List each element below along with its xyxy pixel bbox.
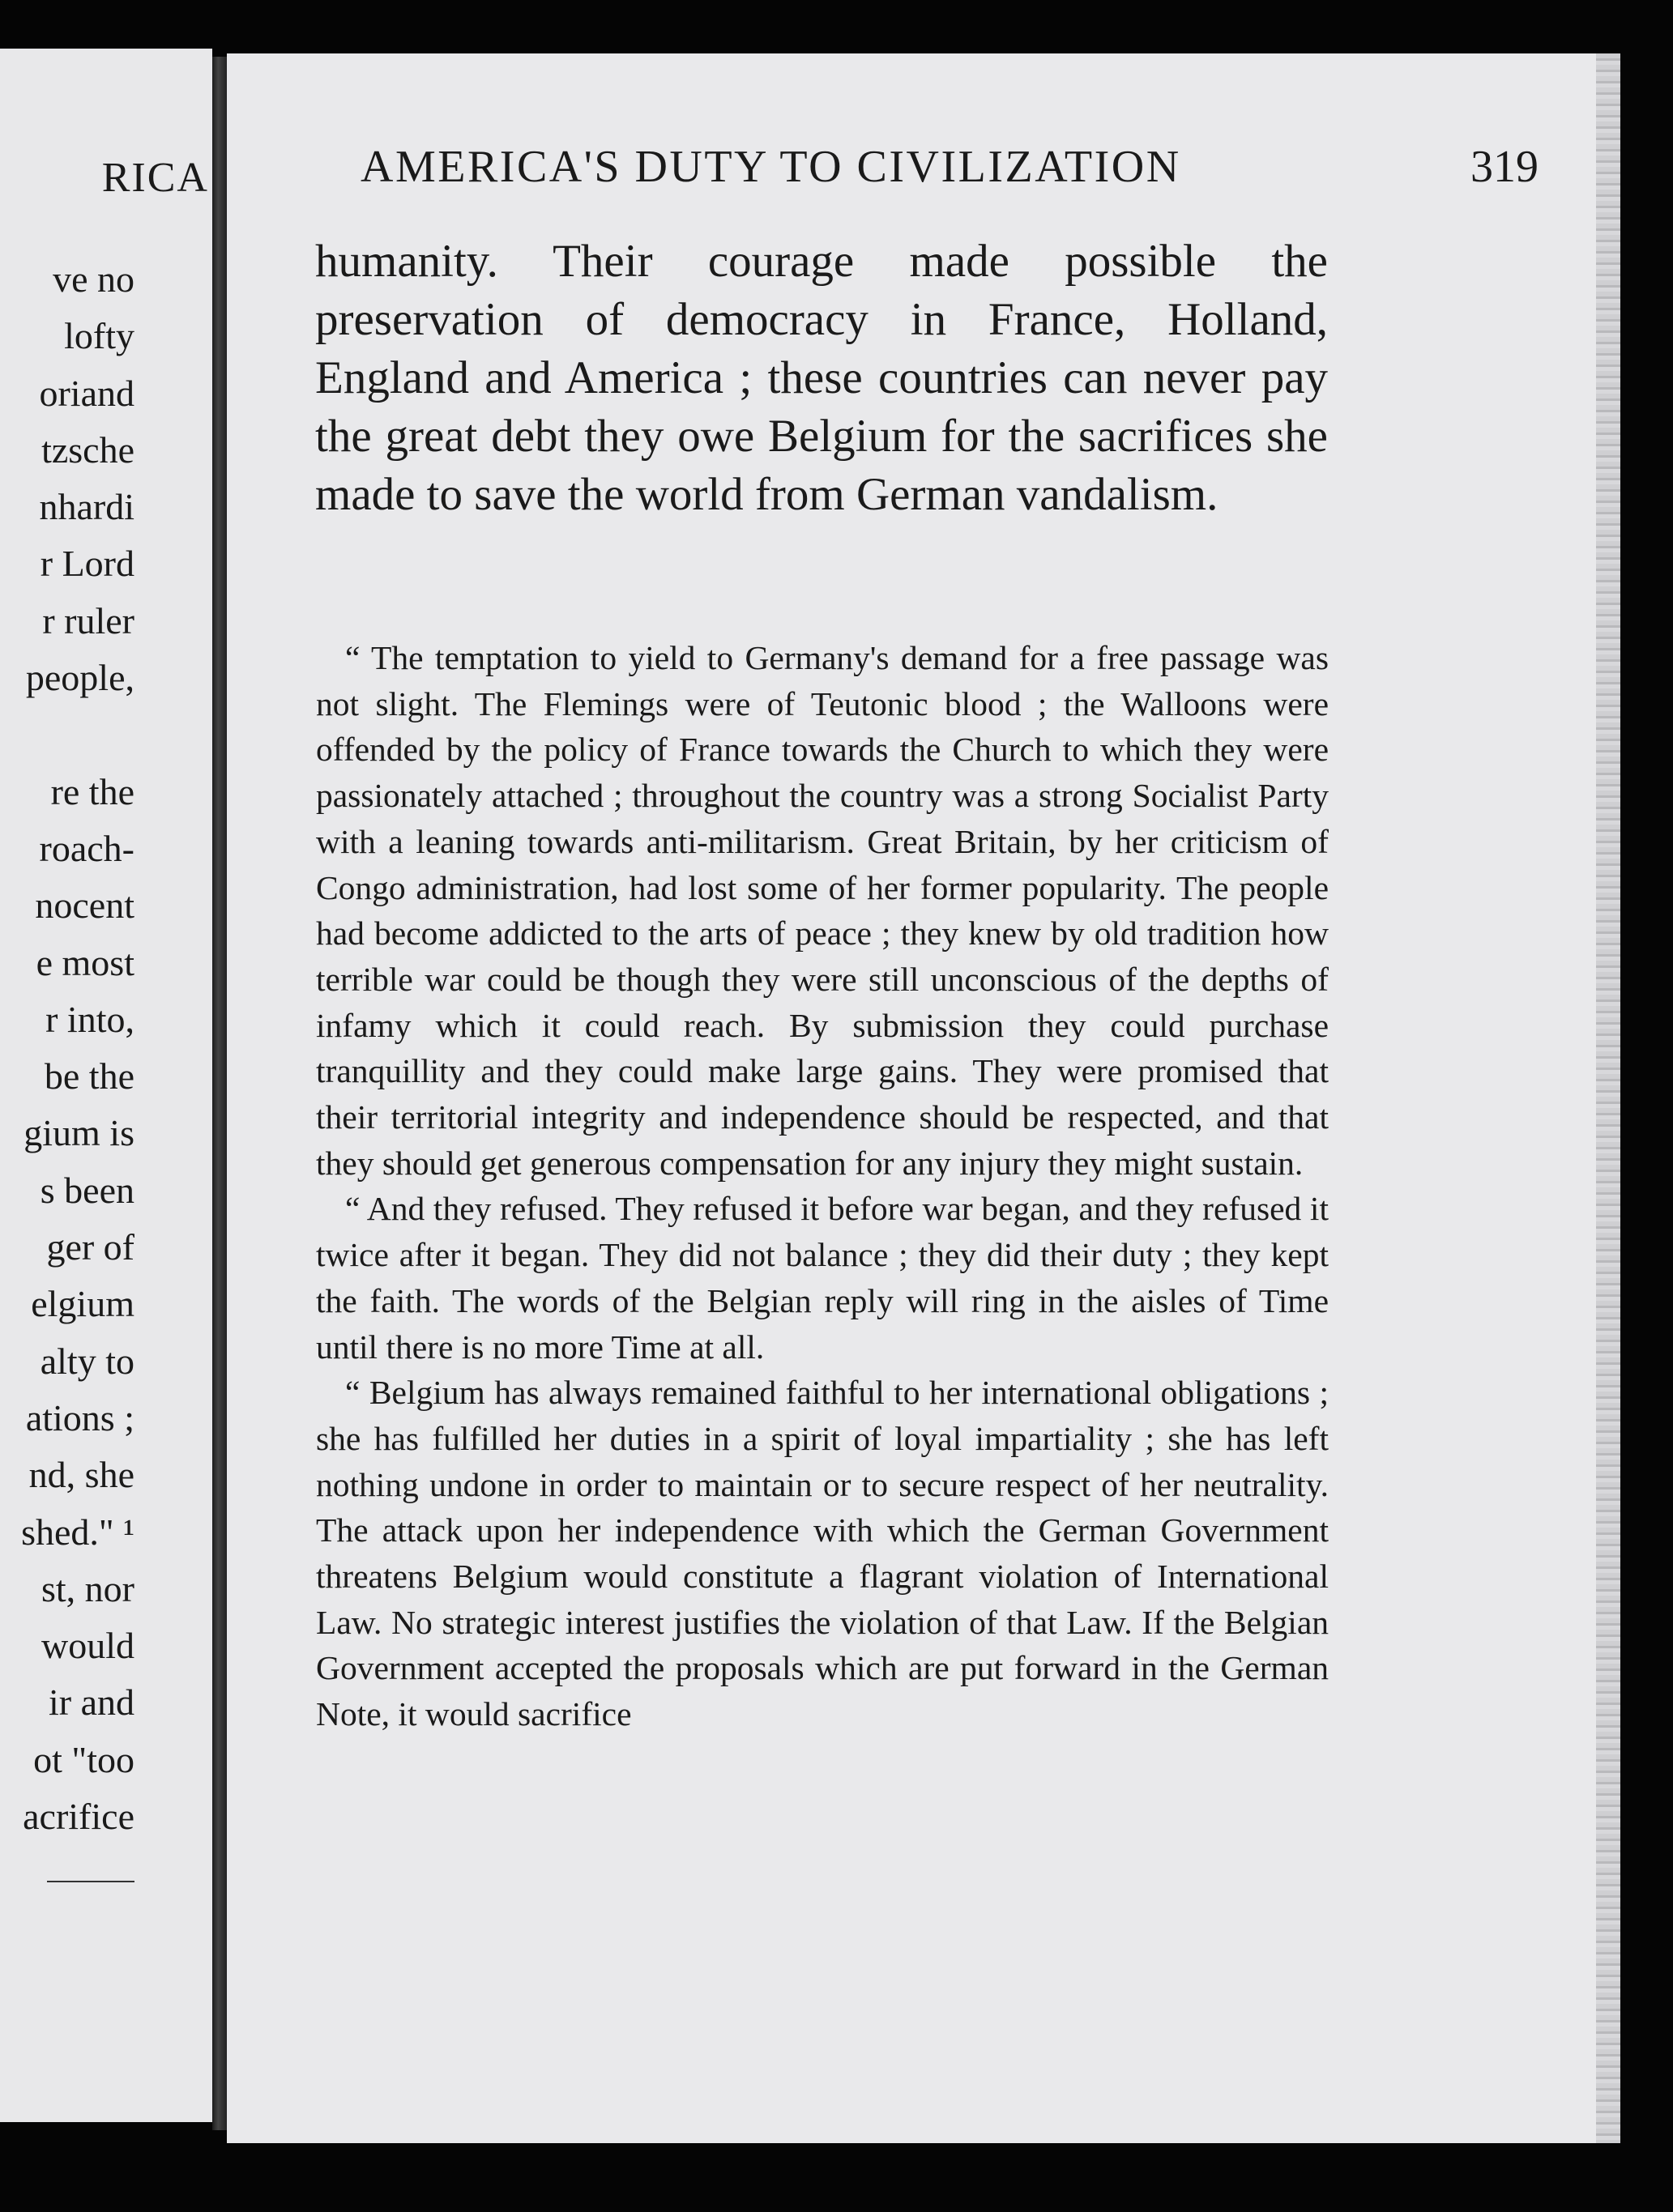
left-line: ot "too [33, 1738, 134, 1780]
left-line: nhardi [39, 486, 134, 528]
left-line: elgium [31, 1283, 134, 1325]
left-page-text [0, 251, 134, 1845]
left-line [0, 706, 134, 763]
left-line: alty to [40, 1340, 134, 1382]
running-head [361, 141, 1576, 193]
left-line: e most [36, 941, 134, 983]
left-line: oriand [39, 372, 134, 414]
quote-paragraph: “ The temptation to yield to Germany's demand for a free passage was not slight. The Flemings were of Teutonic blood ; the Walloons were offended by the policy of France towards the Church to which they were passionately attached ; throughout the country was a strong Socialist Party with a leaning towards anti-militarism. Great Britain, by her criticism of Congo administration, had lost some of her former popularity. The people had become addicted to the arts of peace ; they knew by old tradition how terrible war could be though they were still unconscious of the depths of infamy which it could reach. By submission they could purchase tranquillity and they could make large gains. They were promised that their territorial integrity and independence should be respected, and that they should get generous compensation for any injury they might sustain. [316, 639, 1329, 1182]
footnote-rule [47, 1881, 134, 1882]
page-number: 319 [1470, 142, 1539, 192]
left-line: nocent [35, 884, 134, 927]
left-line: ve no [53, 258, 134, 300]
left-line: gium is [23, 1112, 134, 1154]
left-line: be the [44, 1055, 134, 1097]
left-line: shed." ¹ [21, 1511, 134, 1553]
left-line: lofty [64, 315, 134, 357]
left-line: r ruler [42, 599, 134, 641]
page-edge [1596, 53, 1620, 2143]
left-line: r into, [45, 998, 134, 1040]
left-line: r Lord [40, 543, 134, 585]
left-line: st, nor [41, 1567, 134, 1609]
left-page-header: RICA [101, 155, 209, 201]
left-page [0, 49, 212, 2122]
main-paragraph: humanity. Their courage made possible the preservation of democracy in France, Holland, England and America ; these countries can never pay the great debt they owe Belgium for the sacrifices she made to save the world from German vandalism. [315, 236, 1328, 520]
left-line: acrifice [23, 1796, 134, 1838]
left-line: nd, she [28, 1454, 134, 1496]
left-line: ger of [46, 1226, 134, 1268]
block-quote [316, 635, 1329, 1737]
book-gutter [212, 57, 227, 2130]
quote-paragraph: “ Belgium has always remained faithful to her international obligations ; she has fulfilled her duties in a spirit of loyal impartiality ; she has left nothing undone in order to maintain or to secure respect of her neutrality. The attack upon her independence with which the German Government threatens Belgium would constitute a flagrant violation of International Law. No strategic interest justifies the violation of that Law. If the Belgian Government accepted the proposals which are put forward in the German Note, it would sacrifice [316, 1374, 1329, 1733]
left-line: roach- [39, 827, 134, 869]
left-line: would [41, 1625, 134, 1667]
right-page [227, 53, 1596, 2143]
quote-paragraph: “ And they refused. They refused it before war began, and they refused it twice after it began. They did not balance ; they did their duty ; they kept the faith. The words of the Belgian reply will ring in the aisles of Time until there is no more Time at all. [316, 1190, 1329, 1366]
left-line: s been [40, 1169, 134, 1211]
left-line: tzsche [41, 428, 134, 471]
left-line: ir and [48, 1681, 134, 1724]
running-head-title: AMERICA'S DUTY TO CIVILIZATION [361, 142, 1181, 192]
left-line: re the [50, 770, 134, 812]
left-line: ations ; [25, 1396, 134, 1438]
left-line: people, [25, 657, 134, 699]
